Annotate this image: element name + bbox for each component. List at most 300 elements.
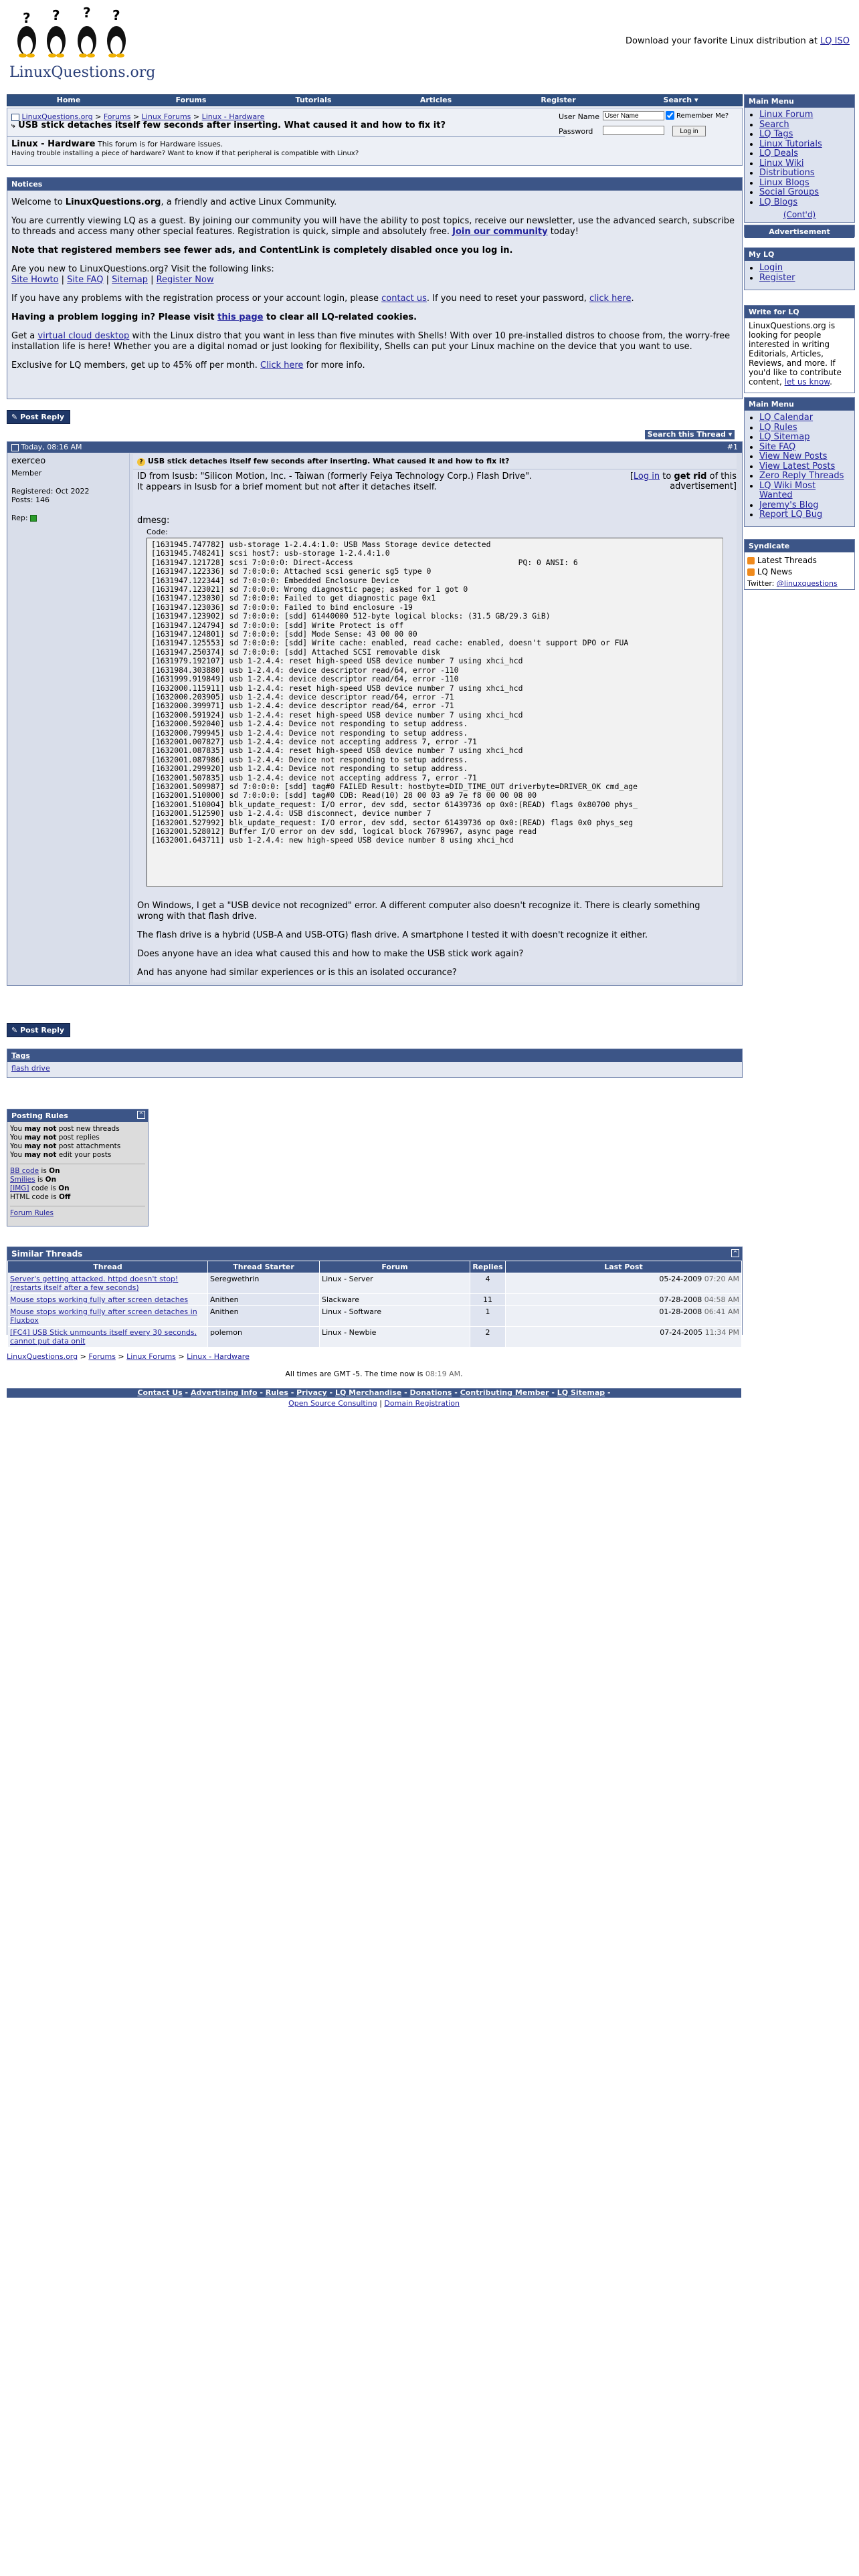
lastpost-time: 11:34 PM xyxy=(704,1328,739,1337)
post-icon xyxy=(11,444,19,451)
tags-panel xyxy=(7,1049,743,1078)
privacy-link[interactable]: Privacy xyxy=(296,1388,327,1397)
sidebar-item-lq-tags[interactable]: LQ Tags xyxy=(759,129,793,139)
main-menu2-title: Main Menu xyxy=(745,398,854,411)
sidebar-write-for-lq xyxy=(744,305,855,393)
forum-cell: Slackware xyxy=(320,1294,470,1306)
footer-links-bar: Contact Us - Advertising Info - Rules - Privacy - LQ Merchandise - Donations - Contributing Member - LQ Sitemap - xyxy=(7,1388,741,1398)
sidebar-advertisement xyxy=(744,225,855,237)
post-count: Posts: 146 xyxy=(11,496,50,504)
rule-post: edit your posts xyxy=(58,1151,112,1159)
similar-threads-header xyxy=(7,1247,742,1261)
is-label: is xyxy=(37,1176,43,1184)
list-item xyxy=(759,274,850,284)
sidebar-item-linux-blogs[interactable]: Linux Blogs xyxy=(759,177,809,188)
forum-rules-link[interactable]: Forum Rules xyxy=(10,1209,54,1217)
list-item xyxy=(759,433,850,443)
code-suffix: code xyxy=(31,1184,49,1192)
regprob-mid: . If you need to reset your password, xyxy=(426,294,587,304)
welcome-text xyxy=(11,197,738,208)
breadcrumb-home[interactable]: LinuxQuestions.org xyxy=(21,112,93,121)
table-row xyxy=(8,1306,742,1327)
list-item xyxy=(759,169,850,179)
list-item xyxy=(747,555,852,566)
code-text: [1631945.747782] usb-storage 1-2.4.4:1.0: USB Mass Storage device detected [1631945.748241] scsi host7: usb-storage 1-2.4.4:1.0 [1631947.121728] scsi 7:0:0:0: Direct-Access PQ: 0 ANSI: 6 [1631947.122336] sd 7:0:0:0: Attached scsi generic sg5 type 0 [1631947.122344] sd 7:0:0:0: Embedded Enclosure Device [1631947.123021] sd 7:0:0:0: Wrong diagnostic page; asked for 1 got 0 [1631947.123030] sd 7:0:0:0: Failed to get diagnostic page 0x1 [1631947.123036] sd 7:0:0:0: Failed to bind enclosure -19 [1631947.123902] sd 7:0:0:0: [sdd] 61440000 512-byte logical blocks: (31.5 GB/29.3 GiB) [1631947.124794] sd 7:0:0:0: [sdd] Write Protect is off [1631947.124801] sd 7:0:0:0: [sdd] Mode Sense: 43 00 00 00 [1631947.125553] sd 7:0:0:0: [sdd] Write cache: enabled, read cache: enabled, doesn't support DPO or FUA [1631947.250374] sd 7:0:0:0: [sdd] Attached SCSI removable disk [1631979.192107] usb 1-2.4.4: reset high-speed USB device number 7 using xhci_hcd [1631984.303880] usb 1-2.4.4: device descriptor read/64, error -110 [1631999.919849] usb 1-2.4.4: device descriptor read/64, error -110 [1632000.115911] usb 1-2.4.4: reset high-speed USB device number 7 using xhci_hcd [1632000.203905] usb 1-2.4.4: device descriptor read/64, error -71 [1632000.399971] usb 1-2.4.4: device descriptor read/64, error -71 [1632000.591924] usb 1-2.4.4: reset high-speed USB device number 7 using xhci_hcd [1632000.592040] usb 1-2.4.4: Device not responding to setup address. [1632000.799945] usb 1-2.4.4: Device not responding to setup address. [1632001.007827] usb 1-2.4.4: device not accepting address 7, error -71 [1632001.087835] usb 1-2.4.4: reset high-speed USB device number 7 using xhci_hcd [1632001.087986] usb 1-2.4.4: Device not responding to setup address. [1632001.299920] usb 1-2.4.4: Device not responding to setup address. [1632001.507835] usb 1-2.4.4: device not accepting address 7, error -71 [1632001.509987] sd 7:0:0:0: [sdd] tag#0 FAILED Result: hostbyte=DID_TIME_OUT driverbyte=DRIVER_OK cmd_age [1632001.510000] sd 7:0:0:0: [sdd] tag#0 CDB: Read(10) 28 00 03 a9 7e f8 00 00 08 00 [1632001.510004] blk_update_request: I/O error, dev sdd, sector 61439736 op 0x0:(READ) flags 0x80700 phys_ [1632001.512590] usb 1-2.4.4: USB disconnect, device number 7 [1632001.527992] blk_update_request: I/O error, dev sdd, sector 61439736 op 0x0:(READ) flags 0x0 phys_seg [1632001.528012] Buffer I/O error on dev sdd, logical block 7679967, async page read [1632001.643711] usb 1-2.4.4: new high-speed USB device number 8 using xhci_hcd xyxy=(151,540,638,845)
html-label: HTML code xyxy=(10,1193,49,1201)
header-download xyxy=(602,36,850,46)
username-label: User Name xyxy=(559,112,600,121)
main-menu2-list xyxy=(745,411,854,523)
img-line xyxy=(10,1184,145,1193)
sidebar-item-lq-calendar[interactable]: LQ Calendar xyxy=(759,413,814,423)
site-howto-link[interactable]: Site Howto xyxy=(11,275,59,285)
sitemap-link[interactable]: Sitemap xyxy=(112,275,148,285)
lastpost-time: 07:20 AM xyxy=(704,1275,739,1283)
reset-password-link[interactable]: click here xyxy=(589,294,632,304)
bbcode-line xyxy=(10,1167,145,1176)
lastpost-time: 04:58 AM xyxy=(704,1295,739,1304)
list-item xyxy=(759,462,850,472)
is-label: is xyxy=(50,1184,56,1192)
smilies-line xyxy=(10,1176,145,1184)
ad-login-link[interactable]: Log in xyxy=(633,471,660,481)
thread-title: USB stick detaches itself few seconds after inserting. What caused it and how to fix it? xyxy=(18,120,446,130)
list-item xyxy=(759,188,850,198)
registered-note: Note that registered members see fewer ads, and ContentLink is completely disabled once you log in. xyxy=(11,245,513,255)
reply-icon: ✎ xyxy=(11,1026,18,1035)
time-now: 08:19 AM xyxy=(425,1370,461,1378)
nav-search-label: Search xyxy=(663,96,692,104)
img-state: On xyxy=(58,1184,70,1192)
footer-crumb-linux-forums[interactable]: Linux Forums xyxy=(126,1352,176,1361)
rss-icon xyxy=(747,568,755,576)
starter-cell: Seregwethrin xyxy=(208,1273,320,1294)
thread-link[interactable]: Mouse stops working fully after screen detaches in Fluxbox xyxy=(10,1307,197,1325)
replies-cell: 1 xyxy=(470,1306,506,1327)
footer-crumb-forums[interactable]: Forums xyxy=(88,1352,116,1361)
list-item xyxy=(759,510,850,520)
post-reply-button-bottom[interactable] xyxy=(7,1023,70,1037)
rule-bold: may not xyxy=(24,1142,57,1150)
sidebar-item-lq-sitemap[interactable]: LQ Sitemap xyxy=(759,432,810,442)
lq-iso-link[interactable]: LQ ISO xyxy=(820,36,850,46)
lastpost-cell xyxy=(506,1306,742,1327)
cookie-post: to clear all LQ-related cookies. xyxy=(266,312,417,322)
forum-desc: This forum is for Hardware issues. xyxy=(97,140,223,148)
list-item xyxy=(759,501,850,511)
starter-cell: Anithen xyxy=(208,1294,320,1306)
ad-notice xyxy=(565,471,737,492)
question-icon: ? xyxy=(137,458,145,466)
tags-list xyxy=(7,1062,742,1075)
lastpost-date: 07-24-2005 xyxy=(660,1328,703,1337)
post-number[interactable]: #1 xyxy=(727,443,738,451)
password-input[interactable] xyxy=(603,126,664,135)
welcome-pre: Welcome to xyxy=(11,197,63,207)
is-label: is xyxy=(51,1193,57,1201)
donations-link[interactable]: Donations xyxy=(409,1388,452,1397)
contd-link[interactable]: (Cont'd) xyxy=(783,210,816,219)
rule-bold: may not xyxy=(24,1134,57,1142)
twitter-row xyxy=(747,578,852,589)
ad-getrid: get rid xyxy=(674,471,707,481)
post-reply-label: Post Reply xyxy=(20,413,65,421)
lq-sitemap-link[interactable]: LQ Sitemap xyxy=(557,1388,605,1397)
new-user-text: Are you new to LinuxQuestions.org? Visit the following links: xyxy=(11,264,274,274)
rule-line xyxy=(10,1134,145,1142)
lastpost-cell xyxy=(506,1273,742,1294)
welcome-post: , a friendly and active Linux Community. xyxy=(161,197,337,207)
nav-home[interactable]: Home xyxy=(56,96,81,104)
breadcrumb-icon xyxy=(11,114,19,121)
ad-suffix: of this advertisement] xyxy=(670,471,737,492)
list-item xyxy=(759,452,850,462)
registration-problem-text: If you have any problems with the registration process or your account login, please contact us. If you need to reset your password, click here. xyxy=(11,294,634,304)
smilies-state: On xyxy=(45,1176,57,1184)
rule-post: post attachments xyxy=(58,1142,121,1150)
list-item xyxy=(759,140,850,150)
consulting-link[interactable]: Open Source Consulting xyxy=(288,1399,377,1408)
sidebar-main-menu-2 xyxy=(744,397,855,527)
thread-link[interactable]: Server's getting attacked. httpd doesn't stop! (restarts itself after a few seconds) xyxy=(10,1275,179,1292)
shells-post: with the Linux distro that you want in less than five minutes with Shells! With over 10 pre-installed distros to choose from, the worry-free installation life is here! Whether you are a digital nomad or just looking for flexibility, Shells can put your Linux machine on the device that you want to use. xyxy=(11,331,731,352)
sidebar-item-register[interactable]: Register xyxy=(759,272,795,283)
nav-forums[interactable]: Forums xyxy=(175,96,207,104)
svg-text:?: ? xyxy=(112,7,120,23)
rule-pre: You xyxy=(10,1151,23,1159)
username-input[interactable] xyxy=(603,111,664,120)
svg-text:?: ? xyxy=(83,5,91,21)
chevron-down-icon: ▾ xyxy=(728,430,733,439)
replies-cell: 11 xyxy=(470,1294,506,1306)
sidebar-my-lq xyxy=(744,247,855,290)
list-item xyxy=(759,423,850,433)
welcome-site: LinuxQuestions.org xyxy=(65,197,161,207)
replies-cell: 2 xyxy=(470,1327,506,1348)
nav-register[interactable]: Register xyxy=(541,96,576,104)
nav-articles[interactable]: Articles xyxy=(419,96,452,104)
forum-title: Linux - Hardware xyxy=(11,139,96,149)
merchandise-link[interactable]: LQ Merchandise xyxy=(335,1388,402,1397)
reply-icon: ✎ xyxy=(11,413,18,421)
exclusive-pre: Exclusive for LQ members, get up to 45% off per month. xyxy=(11,360,258,370)
notices-panel xyxy=(7,177,743,399)
similar-threads-header-row xyxy=(8,1261,742,1273)
breadcrumb-forums[interactable]: Forums xyxy=(103,112,131,121)
ad-mid: to xyxy=(660,471,674,481)
advertising-link[interactable]: Advertising Info xyxy=(190,1388,258,1397)
lastpost-cell xyxy=(506,1294,742,1306)
sidebar-item-lq-rules[interactable]: LQ Rules xyxy=(759,422,797,433)
bbcode-link[interactable]: BB code xyxy=(10,1167,39,1175)
write-body: LinuxQuestions.org is looking for people interested in writing Editorials, Articles, Reviews, and more. If you'd like to contribute content, xyxy=(749,321,842,387)
sidebar-item-view-latest-posts[interactable]: View Latest Posts xyxy=(759,461,836,471)
contributing-member-link[interactable]: Contributing Member xyxy=(460,1388,549,1397)
rule-bold: may not xyxy=(24,1151,57,1159)
starter-cell: Anithen xyxy=(208,1306,320,1327)
col-replies: Replies xyxy=(470,1261,506,1273)
top-navbar xyxy=(7,94,743,106)
nav-search[interactable] xyxy=(619,95,742,106)
code-block[interactable] xyxy=(147,538,723,887)
sidebar-item-lq-blogs[interactable]: LQ Blogs xyxy=(759,197,798,207)
forum-cell: Linux - Newbie xyxy=(320,1327,470,1348)
similar-threads-title: Similar Threads xyxy=(11,1249,83,1259)
col-starter: Thread Starter xyxy=(208,1261,320,1273)
posting-rules-header xyxy=(7,1109,148,1122)
list-item xyxy=(759,443,850,453)
similar-threads-table xyxy=(7,1261,742,1348)
sidebar-item-zero-reply[interactable]: Zero Reply Threads xyxy=(759,471,844,481)
rss-icon xyxy=(747,557,755,564)
post-paragraph-3: Does anyone have an idea what caused this and how to make the USB stick work again? xyxy=(137,949,524,959)
post-user-info xyxy=(7,453,130,984)
table-row xyxy=(8,1273,742,1294)
list-item xyxy=(759,120,850,130)
sidebar-item-jeremys-blog[interactable]: Jeremy's Blog xyxy=(759,500,819,510)
list-item xyxy=(759,471,850,481)
new-user-links: Site Howto | Site FAQ | Sitemap | Register Now xyxy=(11,275,214,285)
domain-registration-link[interactable]: Domain Registration xyxy=(384,1399,460,1408)
sidebar-item-linux-tutorials[interactable]: Linux Tutorials xyxy=(759,138,822,149)
download-text: Download your favorite Linux distribution at xyxy=(625,36,818,46)
rule-pre: You xyxy=(10,1125,23,1133)
posting-rules-body xyxy=(7,1122,148,1220)
list-item xyxy=(759,130,850,140)
thread-link[interactable]: [FC4] USB Stick unmounts itself every 30 seconds, cannot put data onit xyxy=(10,1328,197,1346)
thread-cell xyxy=(8,1306,208,1327)
notices-body xyxy=(7,191,742,375)
notices-title: Notices xyxy=(7,178,742,191)
post-header xyxy=(7,442,742,453)
write-title: Write for LQ xyxy=(745,306,854,318)
similar-threads-panel xyxy=(7,1247,743,1346)
post-reply-label: Post Reply xyxy=(20,1026,65,1035)
footer-crumb-home[interactable]: LinuxQuestions.org xyxy=(7,1352,78,1361)
post-paragraph-2: The flash drive is a hybrid (USB-A and USB-OTG) flash drive. A smartphone I tested it with doesn't recognize it either. xyxy=(137,930,648,940)
cookie-text xyxy=(11,312,738,323)
site-faq-link[interactable]: Site FAQ xyxy=(67,275,104,285)
list-item xyxy=(747,566,852,578)
main-menu-title: Main Menu xyxy=(745,95,854,108)
sidebar-main-menu xyxy=(744,94,855,223)
img-link[interactable]: [IMG] xyxy=(10,1184,29,1192)
thread-cell xyxy=(8,1273,208,1294)
rule-bold: may not xyxy=(24,1125,57,1133)
thread-title-row xyxy=(11,120,446,130)
list-item xyxy=(759,149,850,159)
footer-links-2: Open Source Consulting | Domain Registration xyxy=(288,1399,460,1408)
list-item xyxy=(759,179,850,189)
contd-row xyxy=(745,210,854,219)
sidebar-item-linux-wiki[interactable]: Linux Wiki xyxy=(759,158,804,169)
shells-pre: Get a xyxy=(11,331,35,341)
list-item xyxy=(759,110,850,120)
post-paragraph-4: And has anyone had similar experiences or is this an isolated occurance? xyxy=(137,968,457,978)
post-container xyxy=(7,441,743,986)
main-menu-list xyxy=(745,108,854,210)
replies-cell: 4 xyxy=(470,1273,506,1294)
guest-text xyxy=(11,216,738,237)
list-item xyxy=(759,263,850,274)
rep-label: Rep: xyxy=(11,514,28,522)
code-label: Code: xyxy=(147,528,168,536)
list-item xyxy=(759,481,850,501)
shells-text xyxy=(11,331,738,352)
up-arrow-icon: ⤷ xyxy=(11,122,15,130)
breadcrumb-panel xyxy=(7,108,743,166)
list-item xyxy=(759,413,850,423)
exclusive-text xyxy=(11,360,738,371)
sidebar-item-login[interactable]: Login xyxy=(759,263,783,273)
cookie-pre: Having a problem logging in? Please visit xyxy=(11,312,215,322)
list-item xyxy=(759,159,850,169)
col-thread: Thread xyxy=(8,1261,208,1273)
regprob-pre: If you have any problems with the registration process or your account login, please xyxy=(11,294,379,304)
dmesg-label: dmesg: xyxy=(137,516,170,526)
forum-cell: Linux - Server xyxy=(320,1273,470,1294)
rule-post: post new threads xyxy=(58,1125,120,1133)
footer-time: All times are GMT -5. The time now is 08:19 AM. xyxy=(285,1370,463,1378)
sidebar-syndicate xyxy=(744,539,855,590)
times-pre: All times are GMT -5. The time now is xyxy=(285,1370,423,1378)
post-username[interactable]: exerceo xyxy=(11,456,46,466)
footer-crumb-linux-hardware[interactable]: Linux - Hardware xyxy=(187,1352,250,1361)
rule-pre: You xyxy=(10,1134,23,1142)
sidebar-item-social-groups[interactable]: Social Groups xyxy=(759,187,820,197)
smilies-link[interactable]: Smilies xyxy=(10,1176,35,1184)
thread-cell xyxy=(8,1327,208,1348)
join-community-link[interactable]: Join our community xyxy=(452,227,548,237)
contact-us-link[interactable]: contact us xyxy=(381,294,427,304)
post-body xyxy=(133,454,737,982)
ad-prefix: [ xyxy=(630,471,634,481)
table-row xyxy=(8,1327,742,1348)
post-text xyxy=(137,901,726,978)
rep-icon xyxy=(30,515,37,522)
twitter-label: Twitter: xyxy=(747,579,775,588)
thread-link[interactable]: Mouse stops working fully after screen detaches xyxy=(10,1295,189,1304)
col-forum: Forum xyxy=(320,1261,470,1273)
write-text: LinuxQuestions.org is looking for people interested in writing Editorials, Articles, Reviews, and more. If you'd like to contribute content, let us know. xyxy=(749,321,842,387)
collapse-icon[interactable]: ^ xyxy=(731,1249,739,1257)
post-registered: Registered: Oct 2022 xyxy=(11,487,90,496)
breadcrumb: LinuxQuestions.org > Forums > Linux Forums > Linux - Hardware xyxy=(11,112,264,121)
sidebar-item-site-faq[interactable]: Site FAQ xyxy=(759,441,796,452)
advertisement-title: Advertisement xyxy=(745,225,854,238)
sidebar-item-view-new-posts[interactable]: View New Posts xyxy=(759,451,828,461)
rule-line xyxy=(10,1125,145,1134)
sidebar-item-report-bug[interactable]: Report LQ Bug xyxy=(759,510,823,520)
mylq-title: My LQ xyxy=(745,248,854,261)
post-intro: ID from lsusb: "Silicon Motion, Inc. - Taiwan (formerly Feiya Technology Corp.) Flash Drive". It appears in lsusb for a brief moment but not after it detaches itself. xyxy=(137,471,533,492)
twitter-link[interactable]: @linuxquestions xyxy=(776,579,838,588)
breadcrumb-linux-hardware[interactable]: Linux - Hardware xyxy=(201,112,265,121)
password-label: Password xyxy=(559,127,593,136)
post-rep xyxy=(7,504,129,522)
guest-pre: You are currently viewing LQ as a guest. By joining our community you will have the ability to post topics, receive our newsletter, use the advanced search, subscribe to threads and access many other special features. Registration is quick, simple and absolutely free. xyxy=(11,216,735,237)
rules-link[interactable]: Rules xyxy=(265,1388,288,1397)
bbcode-state: On xyxy=(49,1167,60,1175)
sidebar-item-lq-deals[interactable]: LQ Deals xyxy=(759,148,798,158)
click-here-link[interactable]: Click here xyxy=(260,360,304,370)
posting-rules-panel xyxy=(7,1109,149,1226)
tags-title[interactable]: Tags xyxy=(7,1049,742,1062)
logo-text: LinuxQuestions.org xyxy=(9,64,156,81)
col-lastpost: Last Post xyxy=(506,1261,742,1273)
post-title: USB stick detaches itself few seconds after inserting. What caused it and how to fix it? xyxy=(147,457,510,465)
html-state: Off xyxy=(58,1193,71,1201)
html-line xyxy=(10,1193,145,1202)
syndicate-title: Syndicate xyxy=(745,540,854,552)
remember-me-label: Remember Me? xyxy=(676,112,729,120)
lastpost-date: 01-28-2008 xyxy=(659,1307,702,1316)
forum-cell: Linux - Software xyxy=(320,1306,470,1327)
mylq-list xyxy=(745,261,854,286)
latest-threads-feed[interactable]: Latest Threads xyxy=(757,556,817,565)
list-item xyxy=(759,198,850,208)
sidebar-item-search[interactable]: Search xyxy=(759,119,789,130)
register-now-link[interactable]: Register Now xyxy=(156,275,214,285)
rule-line xyxy=(10,1151,145,1160)
contact-us-footer-link[interactable]: Contact Us xyxy=(137,1388,183,1397)
collapse-icon[interactable]: ^ xyxy=(137,1111,145,1119)
guest-post: today! xyxy=(550,227,579,237)
post-title-row xyxy=(133,454,737,469)
chevron-down-icon: ▾ xyxy=(694,96,698,104)
sidebar-item-distributions[interactable]: Distributions xyxy=(759,168,815,178)
syndicate-list xyxy=(745,552,854,589)
tag-flash-drive[interactable]: flash drive xyxy=(11,1064,50,1073)
sidebar-item-linux-forum[interactable]: Linux Forum xyxy=(759,110,814,120)
rule-pre: You xyxy=(10,1142,23,1150)
breadcrumb-linux-forums[interactable]: Linux Forums xyxy=(141,112,191,121)
lastpost-date: 05-24-2009 xyxy=(659,1275,702,1283)
site-logo[interactable] xyxy=(8,4,162,84)
sidebar-item-wiki-most-wanted[interactable]: LQ Wiki Most Wanted xyxy=(759,480,816,500)
rule-post: post replies xyxy=(58,1134,100,1142)
search-thread-button[interactable] xyxy=(645,430,735,439)
svg-text:?: ? xyxy=(52,7,60,23)
thread-cell xyxy=(8,1294,208,1306)
login-button[interactable]: Log in xyxy=(672,126,706,136)
rule-line xyxy=(10,1142,145,1151)
search-thread-label: Search this Thread xyxy=(647,430,726,439)
post-usertitle: Member xyxy=(11,469,42,477)
forum-desc2: Having trouble installing a piece of hardware? Want to know if that peripheral is compatible with Linux? xyxy=(11,150,359,157)
post-reply-button-top[interactable] xyxy=(7,410,70,424)
lq-news-feed[interactable]: LQ News xyxy=(757,567,793,576)
this-page-link[interactable]: this page xyxy=(217,312,264,322)
remember-me-checkbox[interactable] xyxy=(666,111,674,120)
virtual-desktop-link[interactable]: virtual cloud desktop xyxy=(37,331,130,341)
nav-tutorials[interactable]: Tutorials xyxy=(295,96,332,104)
posting-rules-title: Posting Rules xyxy=(11,1111,68,1120)
is-label: is xyxy=(41,1167,47,1175)
let-us-know-link[interactable]: let us know xyxy=(784,377,830,387)
table-row xyxy=(8,1294,742,1306)
starter-cell: polemon xyxy=(208,1327,320,1348)
exclusive-post: for more info. xyxy=(306,360,365,370)
lastpost-cell xyxy=(506,1327,742,1348)
post-paragraph-1: On Windows, I get a "USB device not recognized" error. A different computer also doesn't recognize it. There is clearly something wrong with that flash drive. xyxy=(137,901,700,922)
forum-info xyxy=(11,139,223,149)
post-date: Today, 08:16 AM xyxy=(21,443,82,451)
lastpost-time: 06:41 AM xyxy=(704,1307,739,1316)
footer-breadcrumb: LinuxQuestions.org > Forums > Linux Forums > Linux - Hardware xyxy=(7,1352,250,1361)
svg-text:?: ? xyxy=(23,10,31,26)
lastpost-date: 07-28-2008 xyxy=(659,1295,702,1304)
